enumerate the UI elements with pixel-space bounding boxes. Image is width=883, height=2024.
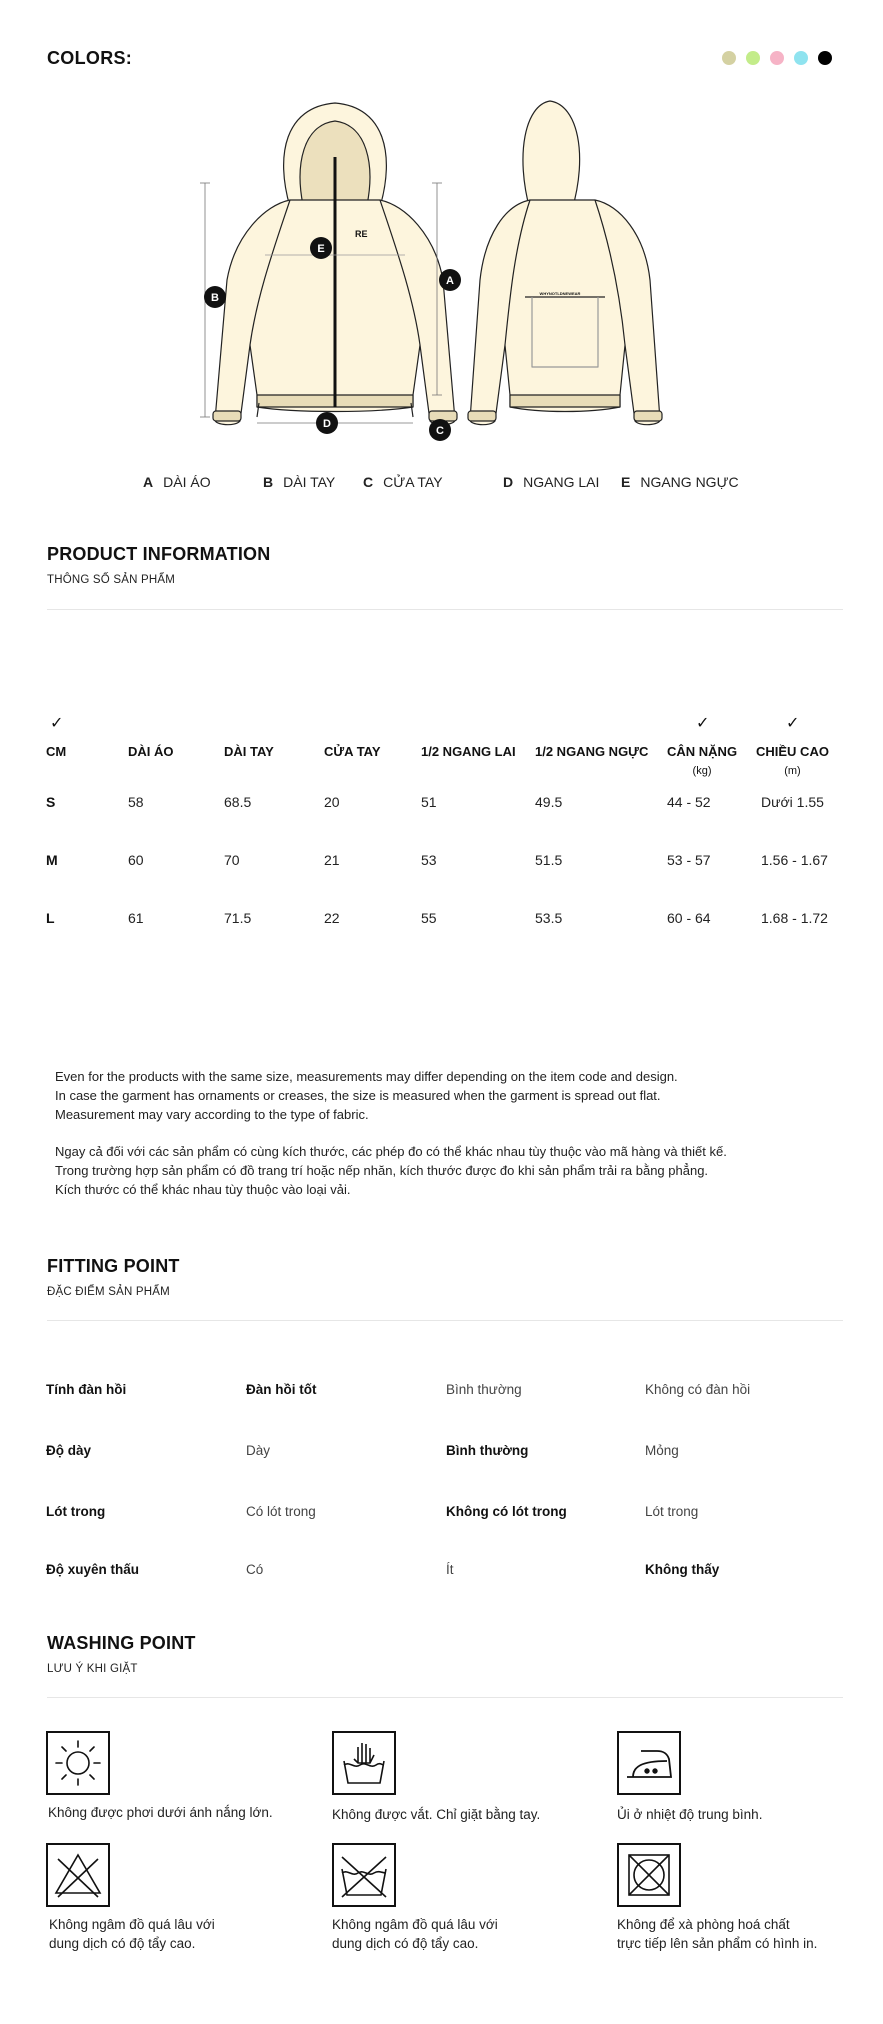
marker-a xyxy=(439,269,461,291)
size-table-cell: 60 - 64 xyxy=(667,910,711,926)
jacket-back-drawing xyxy=(468,101,662,425)
fitting-option: Không có đàn hồi xyxy=(645,1382,751,1397)
fitting-option-selected: Không thấy xyxy=(645,1562,720,1577)
color-swatch[interactable] xyxy=(746,51,760,65)
svg-text:D: D xyxy=(323,418,331,430)
marker-c xyxy=(429,419,451,441)
fitting-option: Lót trong xyxy=(645,1504,699,1519)
check-mark-height: ✓ xyxy=(786,715,800,732)
section-divider xyxy=(47,1697,843,1698)
fitting-option: Có xyxy=(246,1562,264,1577)
note-line: Even for the products with the same size, measurements may differ depending on the item code and design. xyxy=(55,1069,678,1084)
size-table-header: DÀI ÁO xyxy=(128,744,174,759)
size-notes-vi xyxy=(55,1142,815,1199)
fitting-label: Tính đàn hồi xyxy=(46,1382,127,1397)
note-line: Measurement may vary according to the type of fabric. xyxy=(55,1107,369,1122)
no-soak-icon xyxy=(332,1843,396,1907)
garment-illustration xyxy=(195,95,665,450)
svg-text:B: B xyxy=(211,292,219,304)
legend-item-b: B DÀI TAY xyxy=(263,474,336,490)
product-info-subtitle: THÔNG SỐ SẢN PHẨM xyxy=(47,574,175,586)
fitting-title: FITTING POINT xyxy=(47,1256,180,1276)
check-mark-cm: ✓ xyxy=(50,715,64,732)
size-label: M xyxy=(46,852,58,868)
colors-title: COLORS: xyxy=(47,48,133,68)
svg-text:C: C xyxy=(436,425,444,437)
section-divider xyxy=(47,609,843,610)
hand-wash-icon xyxy=(332,1731,396,1795)
marker-e xyxy=(310,237,332,259)
note-line: Ngay cả đối với các sản phẩm có cùng kích thước, các phép đo có thể khác nhau tùy thuộc vào mã hàng và thiết kế. xyxy=(55,1144,727,1159)
wash-instruction: Không ngâm đồ quá lâu với dung dịch có độ tẩy cao. xyxy=(332,1917,498,1951)
color-swatch[interactable] xyxy=(770,51,784,65)
color-swatch[interactable] xyxy=(722,51,736,65)
size-table-header: CỬA TAY xyxy=(324,744,381,759)
size-table-header: DÀI TAY xyxy=(224,744,274,759)
wash-instruction: Không được phơi dưới ánh nắng lớn. xyxy=(48,1805,273,1820)
fitting-option: Bình thường xyxy=(446,1382,522,1397)
fitting-label: Lót trong xyxy=(46,1504,106,1519)
size-table-cell: 51.5 xyxy=(535,852,563,868)
size-table-cell: 58 xyxy=(128,794,144,810)
color-swatch[interactable] xyxy=(818,51,832,65)
size-table-cell: 68.5 xyxy=(224,794,252,810)
size-table-cell: 53 xyxy=(421,852,437,868)
fitting-option-selected: Bình thường xyxy=(446,1443,529,1458)
fitting-option: Dày xyxy=(246,1443,271,1458)
size-label: L xyxy=(46,910,55,926)
fitting-option: Có lót trong xyxy=(246,1504,316,1519)
washing-subtitle: LƯU Ý KHI GIẶT xyxy=(47,1663,138,1675)
fitting-option: Ít xyxy=(446,1562,454,1577)
size-table-cell: 1.56 - 1.67 xyxy=(761,852,828,868)
note-line: Kích thước có thể khác nhau tùy thuộc vào loại vải. xyxy=(55,1182,351,1197)
section-divider xyxy=(47,1320,843,1321)
size-table-cell: 60 xyxy=(128,852,144,868)
marker-b xyxy=(204,286,226,308)
size-table-cell: Dưới 1.55 xyxy=(761,794,824,810)
fitting-label: Độ dày xyxy=(46,1443,92,1458)
sun-icon xyxy=(46,1731,110,1795)
back-logo: WHYNOTLDNEWEAR xyxy=(539,291,581,296)
legend-item-e: E NGANG NGỰC xyxy=(621,474,739,490)
wash-instruction: Ủi ở nhiệt độ trung bình. xyxy=(617,1807,763,1822)
fitting-label: Độ xuyên thấu xyxy=(46,1562,140,1577)
check-mark-weight: ✓ xyxy=(696,715,710,732)
size-table-cell: 21 xyxy=(324,852,340,868)
size-table-cell: 71.5 xyxy=(224,910,252,926)
size-label: S xyxy=(46,794,56,810)
size-table-cell: 53 - 57 xyxy=(667,852,711,868)
size-table-header: 1/2 NGANG LAI xyxy=(421,744,516,759)
size-table-header-weight: CÂN NẶNG (kg) xyxy=(667,744,738,777)
wash-instruction: Không để xà phòng hoá chất trực tiếp lên sản phẩm có hình in. xyxy=(617,1917,818,1951)
color-swatch[interactable] xyxy=(794,51,808,65)
fitting-option-selected: Đàn hồi tốt xyxy=(246,1382,317,1397)
washing-title: WASHING POINT xyxy=(47,1633,196,1653)
no-bleach-icon xyxy=(46,1843,110,1907)
fitting-option: Mỏng xyxy=(645,1443,679,1458)
size-notes-en xyxy=(55,1067,815,1124)
note-line: Trong trường hợp sản phẩm có đồ trang trí hoặc nếp nhăn, kích thước được đo khi sản phẩm trải ra bằng phẳng. xyxy=(55,1163,709,1178)
size-table-cell: 61 xyxy=(128,910,144,926)
legend-item-d: D NGANG LAI xyxy=(503,474,600,490)
fitting-subtitle: ĐẶC ĐIỂM SẢN PHẨM xyxy=(47,1286,170,1298)
product-info-title: PRODUCT INFORMATION xyxy=(47,544,271,564)
size-table-cell: 70 xyxy=(224,852,240,868)
size-table-header: 1/2 NGANG NGỰC xyxy=(535,744,649,759)
wash-instruction: Không được vắt. Chỉ giặt bằng tay. xyxy=(332,1807,541,1822)
size-table-cell: 22 xyxy=(324,910,340,926)
front-logo: RE xyxy=(355,229,368,239)
fitting-option-selected: Không có lót trong xyxy=(446,1504,567,1519)
legend-item-c: C CỬA TAY xyxy=(363,474,443,490)
size-table-header: CM xyxy=(46,744,67,759)
svg-text:A: A xyxy=(446,275,454,287)
size-table-cell: 53.5 xyxy=(535,910,563,926)
size-table-cell: 51 xyxy=(421,794,437,810)
size-table-header-height: CHIỀU CAO (m) xyxy=(756,744,829,777)
size-table-cell: 1.68 - 1.72 xyxy=(761,910,828,926)
size-table-cell: 20 xyxy=(324,794,340,810)
size-table-cell: 49.5 xyxy=(535,794,563,810)
color-swatches xyxy=(722,51,832,65)
marker-d xyxy=(316,412,338,434)
iron-medium-icon xyxy=(617,1731,681,1795)
note-line: In case the garment has ornaments or creases, the size is measured when the garment is spread out flat. xyxy=(55,1088,661,1103)
wash-instruction: Không ngâm đồ quá lâu với dung dịch có độ tẩy cao. xyxy=(49,1917,215,1951)
size-table-cell: 44 - 52 xyxy=(667,794,711,810)
size-table-cell: 55 xyxy=(421,910,437,926)
no-tumble-dry-icon xyxy=(617,1843,681,1907)
svg-text:E: E xyxy=(317,243,325,255)
legend-item-a: A DÀI ÁO xyxy=(143,474,211,490)
jacket-front-drawing xyxy=(213,103,457,425)
